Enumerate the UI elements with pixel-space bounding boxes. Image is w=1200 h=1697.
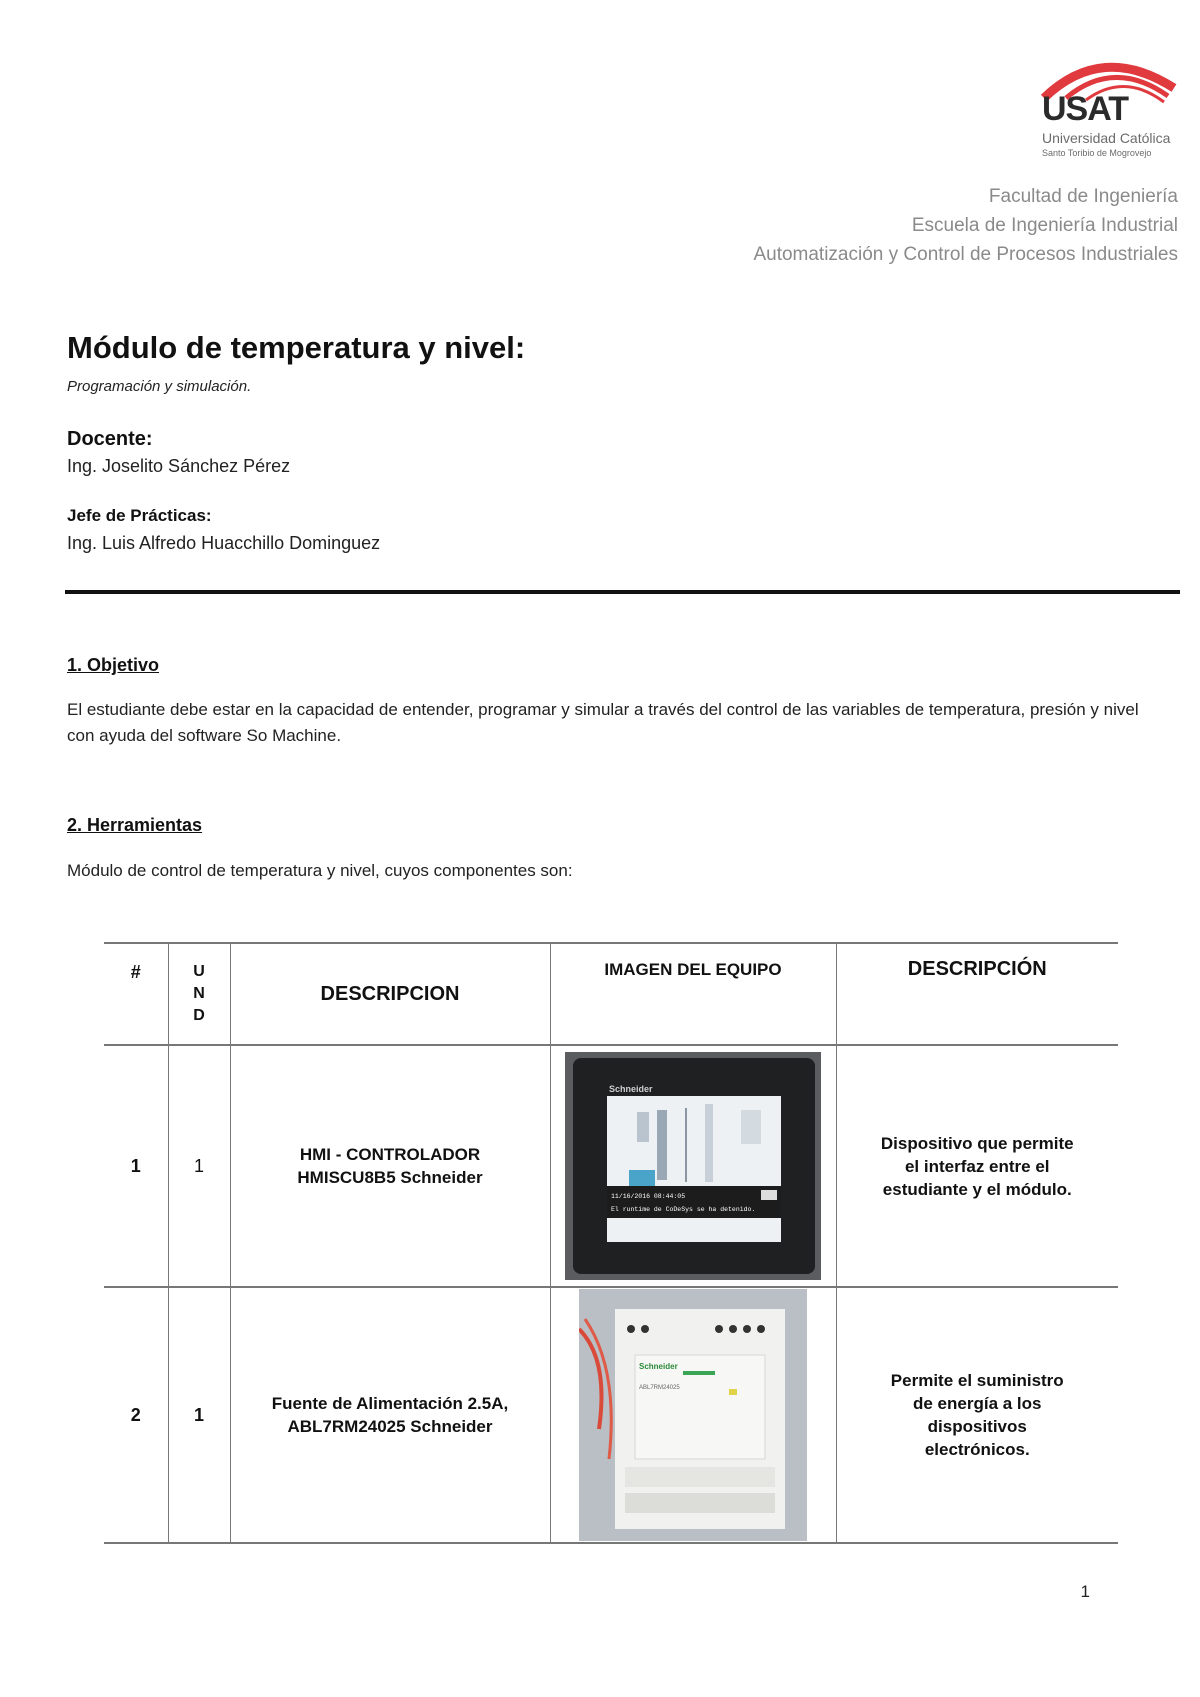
row-detail-line: el interfaz entre el: [904, 1156, 1050, 1176]
header-descripcion: DESCRIPCION: [230, 943, 550, 1045]
row-description-line: ABL7RM24025 Schneider: [287, 1417, 493, 1436]
row-num: 2: [104, 1287, 168, 1543]
document-subtitle: Programación y simulación.: [67, 378, 252, 395]
faculty-line: Facultad de Ingeniería: [988, 186, 1178, 207]
docente-label: Docente:: [67, 428, 153, 450]
jefe-label: Jefe de Prácticas:: [67, 506, 212, 525]
docente-name: Ing. Joselito Sánchez Pérez: [67, 456, 291, 476]
header-und: [168, 943, 230, 1045]
photo-date: 11/16/2016 08:44:05: [611, 1193, 686, 1200]
header-und-letter: N: [193, 985, 205, 1002]
header-descripcion-detail: DESCRIPCIÓN: [836, 943, 1118, 1045]
logo-subtitle: Santo Toribio de Mogrovejo: [1042, 148, 1152, 158]
header-divider: [65, 590, 1180, 594]
row-und: 1: [168, 1045, 230, 1287]
tools-table: [104, 942, 1118, 1544]
page-number: 1: [1080, 1582, 1090, 1601]
header-und-letter: D: [193, 1007, 205, 1024]
document-title: Módulo de temperatura y nivel:: [67, 330, 526, 365]
row-detail-line: estudiante y el módulo.: [882, 1179, 1072, 1199]
power-supply-photo: [579, 1289, 807, 1541]
photo-label: ABL7RM24025: [639, 1385, 680, 1391]
row-description-line: HMI - CONTROLADOR: [299, 1145, 481, 1164]
row-description: [230, 1045, 550, 1287]
row-detail-line: dispositivos: [927, 1417, 1027, 1436]
row-description: [230, 1287, 550, 1543]
header-und-letter: U: [193, 963, 205, 980]
usat-logo: [1040, 48, 1180, 160]
photo-brand: Schneider: [639, 1362, 678, 1371]
row-detail-line: Permite el suministro: [890, 1371, 1064, 1390]
row-detail-line: Dispositivo que permite: [880, 1133, 1074, 1153]
school-line: Escuela de Ingeniería Industrial: [911, 215, 1178, 236]
table-row: [104, 1287, 1118, 1543]
section-objetivo-text: El estudiante debe estar en la capacidad de entender, programar y simular a través del control de las variables de temperatura, presión y nivel con ayuda del software So Machine.: [67, 700, 1139, 745]
section-objetivo-heading: 1. Objetivo: [67, 655, 160, 675]
logo-abbr: USAT: [1042, 90, 1129, 128]
row-detail-line: electrónicos.: [924, 1440, 1030, 1459]
row-image: [550, 1287, 836, 1543]
section-herramientas-heading: 2. Herramientas: [67, 815, 203, 835]
row-description-line: Fuente de Alimentación 2.5A,: [271, 1394, 509, 1413]
header-num: #: [104, 943, 168, 1045]
table-row: [104, 1045, 1118, 1287]
row-description-line: HMISCU8B5 Schneider: [297, 1168, 483, 1187]
row-und: 1: [168, 1287, 230, 1543]
header-imagen: IMAGEN DEL EQUIPO: [550, 943, 836, 1045]
jefe-name: Ing. Luis Alfredo Huacchillo Dominguez: [67, 533, 381, 553]
photo-brand: Schneider: [609, 1084, 653, 1094]
row-detail: [836, 1045, 1118, 1287]
section-herramientas-text: Módulo de control de temperatura y nivel, cuyos componentes son:: [67, 861, 573, 880]
institution-header: [753, 182, 1178, 269]
logo-university-name: Universidad Católica: [1042, 130, 1171, 146]
photo-message: El runtime de CoDeSys se ha detenido.: [611, 1206, 756, 1213]
course-line: Automatización y Control de Procesos Industriales: [753, 244, 1178, 265]
row-image: [550, 1045, 836, 1287]
row-detail: [836, 1287, 1118, 1543]
table-header-row: [104, 943, 1118, 1045]
row-detail-line: de energía a los: [913, 1394, 1042, 1413]
hmi-controller-photo: [565, 1052, 821, 1280]
row-num: 1: [104, 1045, 168, 1287]
